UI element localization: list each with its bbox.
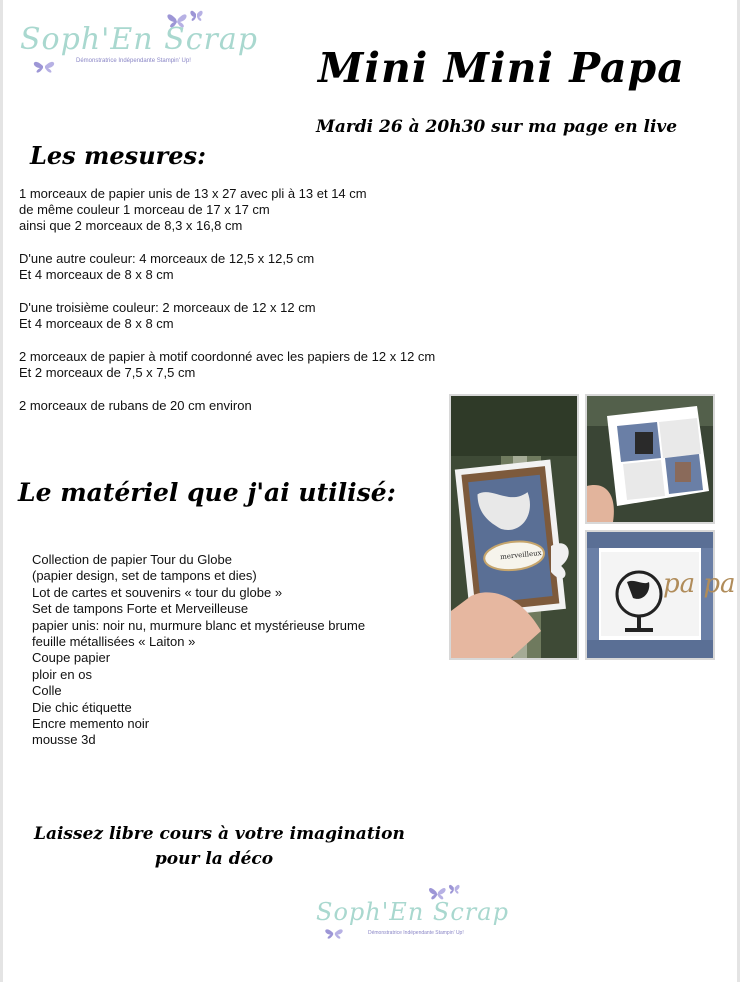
measures-heading: Les mesures: — [30, 141, 206, 170]
measures-line: D'une autre couleur: 4 morceaux de 12,5 x 12,5 cm — [19, 251, 315, 266]
materials-item: feuille métallisées « Laiton » — [32, 634, 196, 650]
measures-line: Et 4 morceaux de 8 x 8 cm — [19, 267, 174, 282]
logo-tagline: Démonstratrice Indépendante Stampin' Up! — [76, 58, 191, 64]
measures-line: 2 morceaux de rubans de 20 cm environ — [19, 398, 252, 413]
card-label-text: merveilleux — [499, 548, 542, 562]
materials-item: (papier design, set de tampons et dies) — [32, 568, 257, 584]
page-edge-left — [0, 0, 3, 982]
measures-list — [19, 186, 435, 431]
closing-line: pour la déco — [154, 849, 274, 869]
materials-list — [32, 552, 365, 749]
page-title: Mini Mini Papa — [318, 44, 685, 92]
measures-paragraph — [19, 186, 435, 234]
materials-item: mousse 3d — [32, 732, 96, 748]
materials-item: Colle — [32, 683, 62, 699]
closing-text — [34, 822, 405, 872]
materials-item: ploir en os — [32, 666, 92, 682]
logo-top — [18, 6, 268, 76]
measures-line: Et 2 morceaux de 7,5 x 7,5 cm — [19, 365, 196, 380]
photo-papa-globe — [585, 530, 736, 660]
photo-card-in-hand — [449, 394, 579, 660]
logo-brand: Soph'En Scrap — [316, 898, 509, 926]
materials-item: Coupe papier — [32, 650, 111, 666]
page-subtitle: Mardi 26 à 20h30 sur ma page en live — [316, 117, 678, 137]
butterfly-icon — [30, 56, 58, 76]
measures-paragraph — [19, 398, 435, 414]
measures-paragraph — [19, 349, 435, 381]
butterfly-icon — [322, 924, 346, 942]
materials-item: Collection de papier Tour du Globe — [32, 552, 232, 567]
measures-paragraph — [19, 251, 435, 283]
measures-line: Et 4 morceaux de 8 x 8 cm — [19, 316, 174, 331]
materials-item: Encre memento noir — [32, 716, 150, 732]
logo-tagline: Démonstratrice Indépendante Stampin' Up! — [368, 930, 464, 936]
photo-open-album — [585, 394, 715, 524]
measures-line: ainsi que 2 morceaux de 8,3 x 16,8 cm — [19, 218, 243, 233]
measures-line: de même couleur 1 morceau de 17 x 17 cm — [19, 202, 270, 217]
logo-bottom — [316, 880, 516, 960]
measures-line: 2 morceaux de papier à motif coordonné avec les papiers de 12 x 12 cm — [19, 349, 436, 364]
materials-item: papier unis: noir nu, murmure blanc et mystérieuse brume — [32, 617, 366, 633]
logo-brand: Soph'En Scrap — [20, 22, 258, 57]
closing-line: Laissez libre cours à votre imagination — [34, 824, 405, 844]
materials-item: Lot de cartes et souvenirs « tour du globe » — [32, 584, 283, 600]
measures-paragraph — [19, 300, 435, 332]
materials-item: Die chic étiquette — [32, 699, 132, 715]
measures-line: 1 morceaux de papier unis de 13 x 27 avec pli à 13 et 14 cm — [19, 186, 367, 201]
materials-item: Set de tampons Forte et Merveilleuse — [32, 601, 249, 617]
papa-letters-text: pa pa — [663, 569, 736, 599]
materials-heading: Le matériel que j'ai utilisé: — [18, 478, 396, 507]
measures-line: D'une troisième couleur: 2 morceaux de 12 x 12 cm — [19, 300, 316, 315]
